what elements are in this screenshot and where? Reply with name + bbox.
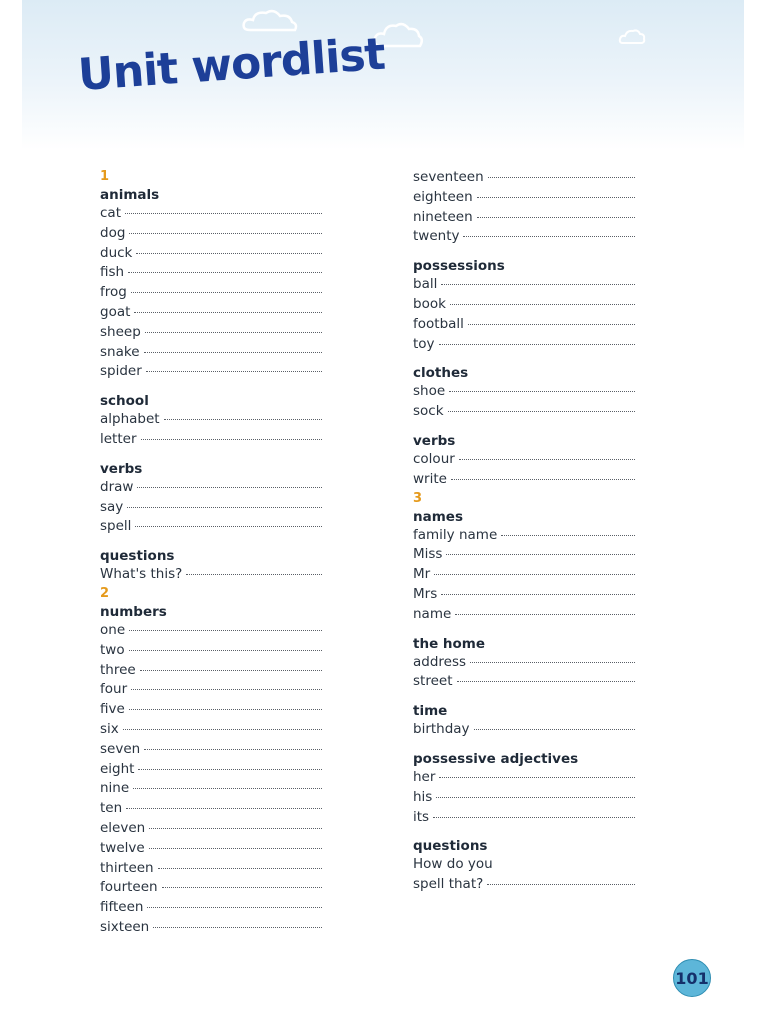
word-text: eight	[100, 760, 135, 777]
word-entry	[413, 227, 635, 247]
word-text: sock	[413, 403, 444, 420]
section-gap	[413, 625, 635, 635]
word-text: eleven	[100, 819, 146, 836]
word-text: ten	[100, 800, 123, 817]
word-text: twelve	[100, 839, 145, 856]
word-entry	[100, 343, 322, 363]
word-entry	[100, 323, 322, 343]
word-text: cat	[100, 205, 121, 221]
category-heading: possessions	[413, 258, 505, 275]
dotted-answer-line	[436, 796, 635, 798]
dotted-answer-line	[477, 216, 635, 218]
word-text: letter	[100, 430, 137, 447]
word-entry	[100, 760, 322, 780]
word-text: frog	[100, 284, 127, 301]
dotted-answer-line	[441, 593, 635, 595]
word-entry	[100, 641, 322, 661]
dotted-answer-line	[158, 867, 322, 869]
section-gap	[413, 827, 635, 837]
dotted-answer-line	[470, 661, 635, 663]
dotted-answer-line	[123, 728, 322, 730]
wordlist-right-column	[413, 168, 635, 895]
dotted-answer-line	[439, 776, 635, 778]
word-text: dog	[100, 224, 126, 241]
word-text: nine	[100, 780, 130, 797]
dotted-answer-line	[441, 283, 635, 285]
word-entry	[100, 779, 322, 799]
dotted-answer-line	[138, 768, 322, 770]
word-entry	[413, 672, 635, 692]
dotted-answer-line	[131, 688, 322, 690]
dotted-answer-line	[126, 807, 322, 809]
unit-number: 2	[100, 585, 110, 601]
word-text: her	[413, 768, 436, 785]
word-text: his	[413, 788, 433, 805]
word-text: shoe	[413, 383, 446, 400]
word-text: fifteen	[100, 899, 144, 916]
dotted-answer-line	[186, 573, 322, 575]
dotted-answer-line	[146, 370, 322, 372]
word-text: What's this?	[100, 566, 183, 583]
word-entry	[413, 788, 635, 808]
word-entry	[100, 565, 322, 585]
dotted-answer-line	[433, 816, 635, 818]
word-text: two	[100, 641, 125, 658]
section-gap	[413, 247, 635, 257]
dotted-answer-line	[129, 232, 322, 234]
word-entry	[413, 720, 635, 740]
word-entry	[100, 204, 322, 224]
word-entry	[413, 585, 635, 605]
dotted-answer-line	[474, 728, 635, 730]
word-text: three	[100, 661, 136, 678]
word-text: birthday	[413, 721, 470, 738]
word-text: spell	[100, 518, 132, 535]
word-entry	[413, 545, 635, 565]
dotted-answer-line	[153, 926, 322, 928]
word-text: snake	[100, 343, 140, 360]
word-entry	[413, 275, 635, 295]
word-text: book	[413, 295, 446, 312]
word-entry	[413, 450, 635, 470]
dotted-answer-line	[141, 438, 323, 440]
word-entry	[100, 661, 322, 681]
word-entry	[413, 295, 635, 315]
section-gap	[100, 450, 322, 460]
category-heading: verbs	[100, 460, 143, 477]
word-entry	[100, 224, 322, 244]
dotted-answer-line	[129, 629, 322, 631]
dotted-answer-line	[162, 886, 322, 888]
dotted-answer-line	[133, 787, 322, 789]
word-entry	[100, 878, 322, 898]
word-text: colour	[413, 450, 455, 467]
category-heading: clothes	[413, 365, 469, 382]
section-gap	[413, 740, 635, 750]
unit-number: 3	[413, 490, 423, 506]
word-entry	[100, 859, 322, 879]
word-text: goat	[100, 303, 131, 320]
word-entry	[413, 188, 635, 208]
category-heading: questions	[413, 838, 488, 855]
dotted-answer-line	[144, 351, 322, 353]
dotted-answer-line	[457, 680, 636, 682]
dotted-answer-line	[128, 271, 322, 273]
word-entry	[100, 478, 322, 498]
word-text: family name	[413, 526, 498, 543]
category-heading: the home	[413, 635, 486, 652]
word-entry	[413, 168, 635, 188]
word-entry	[413, 653, 635, 673]
dotted-answer-line	[129, 649, 322, 651]
word-text: Miss	[413, 546, 443, 563]
word-entry	[413, 315, 635, 335]
word-text: six	[100, 720, 119, 737]
dotted-answer-line	[145, 331, 322, 333]
dotted-answer-line	[487, 883, 635, 885]
word-text: toy	[413, 335, 435, 352]
word-entry	[100, 819, 322, 839]
dotted-answer-line	[448, 410, 635, 412]
category-heading: animals	[100, 187, 160, 203]
word-entry	[100, 700, 322, 720]
cloud-icon	[240, 8, 300, 34]
word-text: twenty	[413, 228, 460, 245]
section-gap	[413, 422, 635, 432]
word-text: nineteen	[413, 208, 473, 225]
category-heading: school	[100, 393, 149, 410]
dotted-answer-line	[137, 486, 322, 488]
word-entry-text: How do you	[413, 856, 493, 873]
word-text: alphabet	[100, 411, 160, 428]
section-gap	[100, 537, 322, 547]
word-entry	[100, 263, 322, 283]
dotted-answer-line	[463, 235, 635, 237]
word-text: football	[413, 315, 464, 332]
dotted-answer-line	[147, 906, 322, 908]
word-entry	[100, 244, 322, 264]
category-heading: verbs	[413, 432, 456, 449]
word-text: fish	[100, 264, 125, 281]
dotted-answer-line	[140, 669, 322, 671]
dotted-answer-line	[439, 343, 635, 345]
word-text: eighteen	[413, 188, 473, 205]
page-number-badge: 101	[673, 959, 711, 997]
dotted-answer-line	[446, 553, 635, 555]
category-heading: possessive adjectives	[413, 750, 579, 767]
word-text: its	[413, 808, 430, 825]
section-gap	[413, 692, 635, 702]
word-entry	[413, 382, 635, 402]
word-entry	[413, 768, 635, 788]
category-heading: questions	[100, 548, 175, 565]
word-text: one	[100, 621, 126, 638]
dotted-answer-line	[135, 525, 322, 527]
word-text: sixteen	[100, 918, 150, 935]
word-text: draw	[100, 478, 134, 495]
word-text: duck	[100, 244, 133, 261]
dotted-answer-line	[134, 311, 322, 313]
dotted-answer-line	[501, 534, 635, 536]
word-entry	[413, 208, 635, 228]
word-entry	[100, 720, 322, 740]
word-entry	[100, 498, 322, 518]
dotted-answer-line	[127, 506, 322, 508]
word-entry	[413, 470, 635, 490]
word-entry	[413, 402, 635, 422]
dotted-answer-line	[434, 573, 635, 575]
word-entry	[100, 799, 322, 819]
dotted-answer-line	[131, 291, 322, 293]
word-text: seventeen	[413, 169, 484, 185]
dotted-answer-line	[149, 847, 322, 849]
dotted-answer-line	[125, 212, 322, 214]
word-entry	[100, 410, 322, 430]
word-entry	[413, 808, 635, 828]
word-entry	[413, 335, 635, 355]
section-gap	[100, 382, 322, 392]
word-entry	[100, 621, 322, 641]
word-entry	[100, 283, 322, 303]
word-text: say	[100, 498, 124, 515]
word-text: fourteen	[100, 879, 158, 896]
word-text: ball	[413, 276, 438, 293]
dotted-answer-line	[455, 613, 635, 615]
word-entry	[413, 565, 635, 585]
word-text: Mr	[413, 566, 431, 583]
dotted-answer-line	[164, 418, 322, 420]
word-entry	[413, 605, 635, 625]
word-text: seven	[100, 740, 141, 757]
word-text: street	[413, 673, 453, 690]
dotted-answer-line	[488, 176, 635, 178]
word-text: four	[100, 681, 128, 698]
dotted-answer-line	[451, 478, 635, 480]
unit-number: 1	[100, 169, 110, 184]
wordlist-left-column	[100, 168, 322, 938]
section-gap	[413, 354, 635, 364]
category-heading: time	[413, 703, 448, 720]
dotted-answer-line	[477, 196, 635, 198]
dotted-answer-line	[459, 458, 635, 460]
dotted-answer-line	[468, 323, 635, 325]
word-entry	[100, 898, 322, 918]
word-entry	[100, 680, 322, 700]
word-entry	[413, 526, 635, 546]
dotted-answer-line	[149, 827, 322, 829]
word-text: Mrs	[413, 585, 438, 602]
word-text: spell that?	[413, 876, 484, 893]
word-entry	[100, 517, 322, 537]
word-entry	[413, 875, 635, 895]
word-text: address	[413, 653, 467, 670]
word-text: spider	[100, 363, 142, 380]
word-text: sheep	[100, 323, 141, 340]
word-text: write	[413, 470, 447, 487]
word-entry	[100, 362, 322, 382]
word-entry	[100, 430, 322, 450]
dotted-answer-line	[136, 252, 322, 254]
word-entry	[100, 303, 322, 323]
category-heading: names	[413, 508, 463, 525]
dotted-answer-line	[450, 303, 635, 305]
word-entry	[100, 918, 322, 938]
dotted-answer-line	[129, 708, 322, 710]
page-title: Unit wordlist	[76, 28, 387, 101]
category-heading: numbers	[100, 603, 167, 620]
cloud-icon	[618, 28, 646, 46]
word-entry	[100, 740, 322, 760]
word-entry	[100, 839, 322, 859]
word-text: thirteen	[100, 859, 154, 876]
dotted-answer-line	[144, 748, 322, 750]
word-text: name	[413, 605, 452, 622]
dotted-answer-line	[449, 390, 635, 392]
word-text: five	[100, 701, 125, 718]
